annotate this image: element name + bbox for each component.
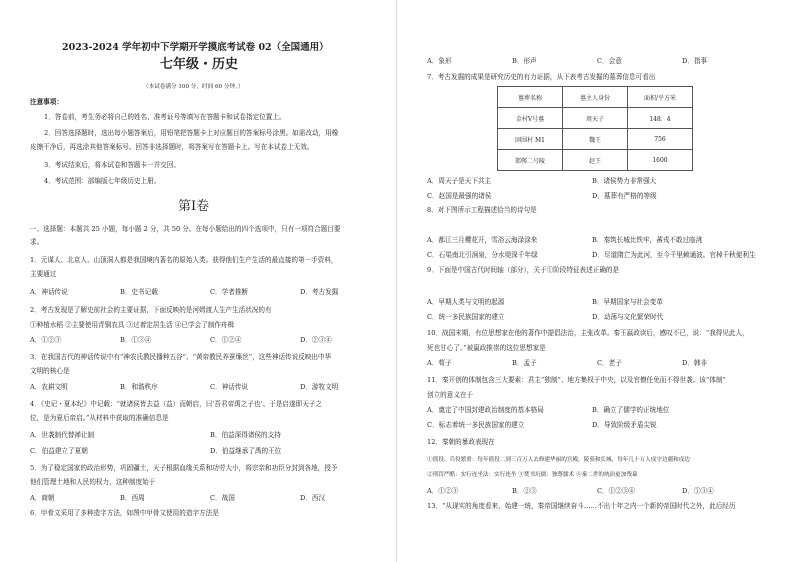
q5-option-a[interactable]: A．商朝	[30, 494, 55, 502]
q12-option-c[interactable]: C．①②③④	[597, 487, 636, 495]
table-cell: 1600	[628, 150, 693, 171]
q7-options-row-1	[427, 177, 757, 185]
q8-options-row-1	[427, 236, 757, 244]
q8-option-a[interactable]: A．都江三月櫻花开，雪浴云海渌渌来	[427, 236, 538, 244]
q3-option-a[interactable]: A．农耕文明	[30, 383, 68, 391]
table-cell: 邯郸二号陵	[498, 150, 563, 171]
q12-sub-2: ②刑罚严酷：实行连坐法：实行连坐 ③焚书坑儒：独尊儒术 ④秦二世的统治更加残暴	[427, 472, 638, 478]
q2-sub: ①种植水稻 ②主要使用青铜农具 ③过着定居生活 ④已学会了制作舟楫	[30, 321, 235, 329]
q2-option-b[interactable]: B．①③④	[120, 336, 152, 344]
grade-subject: 七年级・历史	[160, 57, 239, 72]
table-header-row	[498, 87, 693, 108]
q6-option-d[interactable]: D．指事	[682, 57, 708, 65]
q5-line-2: 他们管理土地和人民的权力，这种制度始于	[30, 478, 156, 486]
q10-option-c[interactable]: C．老子	[597, 359, 622, 367]
q8-option-b[interactable]: B．秦筑长城比铁牢，蕃戎不敢过临洮	[592, 236, 703, 244]
note-3: 3．考试结束后，将本试卷和答题卡一并交回。	[44, 161, 181, 169]
q1-option-b[interactable]: B．史书记载	[120, 288, 158, 296]
q1-options	[30, 288, 390, 296]
q9-option-b[interactable]: B．早期国家与社会变革	[592, 298, 663, 306]
right-page	[397, 0, 794, 562]
table-cell: 周天子	[563, 108, 628, 129]
q9-options-row-1	[427, 298, 757, 306]
note-4: 4．考试范围：部编版七年级历史上册。	[44, 177, 161, 185]
q11-options-row-1	[427, 406, 757, 414]
q8-line-1: 8．对下图所示工程描述恰当的诗句是	[427, 206, 537, 214]
q11-options-row-2	[427, 421, 757, 429]
q2-options	[30, 336, 390, 344]
q6-options	[427, 57, 767, 65]
q6-line-1: 6．甲骨文采用了多种造字方法，如图中甲骨文使用的造字方法是	[30, 509, 219, 517]
q10-option-a[interactable]: A．荀子	[427, 359, 452, 367]
q10-option-d[interactable]: D．韩非	[682, 359, 708, 367]
table-header-cell: 墓葬名称	[498, 87, 563, 108]
q5-option-c[interactable]: C．战国	[210, 494, 235, 502]
notes-heading: 注意事项：	[30, 98, 63, 106]
q9-options-row-2	[427, 313, 757, 321]
q7-line-1: 7．考古发掘的成果是研究历史的有力证据，从下表考古发掘的墓葬信息可看出	[427, 73, 656, 81]
q4-option-d[interactable]: D．伯益继承了禹的王位	[210, 447, 282, 455]
section-title: 第Ⅰ卷	[178, 199, 210, 214]
table-header-cell: 墓主人身份	[563, 87, 628, 108]
q2-option-a[interactable]: A．①②③	[30, 336, 62, 344]
q3-options	[30, 383, 390, 391]
table-cell: 756	[628, 129, 693, 150]
q1-line-1: 1．元谋人、北京人、山顶洞人都是我国境内著名的原始人类。获得他们生产生活的最直接的第一手资料，	[30, 256, 338, 264]
q5-option-b[interactable]: B．西周	[120, 494, 145, 502]
q1-option-a[interactable]: A．神话传说	[30, 288, 68, 296]
q7-option-c[interactable]: C．赵国是最强的诸侯	[427, 192, 492, 200]
q6-option-a[interactable]: A．象形	[427, 57, 452, 65]
q10-option-b[interactable]: B．孟子	[512, 359, 537, 367]
exam-info: （本试卷满分 100 分，时间 60 分钟。）	[143, 84, 244, 90]
q11-option-c[interactable]: C．标志着统一多民族国家的建立	[427, 421, 525, 429]
q3-line-1: 3．在我国古代的神话传说中有“神农氏教民播种五谷”、“黄帝教民养蚕缫丝”，这些神话传说反映出中华	[30, 353, 332, 361]
q7-options-row-2	[427, 192, 757, 200]
q4-option-b[interactable]: B．伯益深得诸侯的支持	[210, 431, 281, 439]
q2-option-d[interactable]: D．②③④	[300, 336, 332, 344]
table-row	[498, 129, 693, 150]
q6-option-c[interactable]: C．会意	[597, 57, 622, 65]
q6-option-b[interactable]: B．形声	[512, 57, 537, 65]
q9-option-a[interactable]: A．早期人类与文明的起源	[427, 298, 505, 306]
note-2: 2．回答选择题时，选出每小题答案后，用铅笔把答题卡上对应题目的答案标号涂黑。如需改动，用橡	[44, 129, 339, 137]
q10-line-2: 死也甘心了。”被嬴政推崇的这位思想家是	[427, 344, 546, 352]
q9-option-c[interactable]: C．统一多民族国家的建立	[427, 313, 505, 321]
q1-option-c[interactable]: C．学者推断	[210, 288, 249, 296]
q5-line-1: 5．为了稳定国家的政治形势，巩固疆土，天子根据血缘关系和功劳大小，将宗亲和功臣分封到各地，授予	[30, 464, 338, 472]
q11-option-b[interactable]: B．确立了儒学的正统地位	[592, 406, 670, 414]
table-cell: 金村Ⅴ号墓	[498, 108, 563, 129]
q4-option-c[interactable]: C．伯益建立了夏朝	[30, 447, 88, 455]
q12-sub-1: ①徭役、兵役繁重：每年徭役二到三百万人去修建华丽的宫殿，陵墓和长城，每年几十万人戍守边疆和戍边	[427, 457, 690, 463]
q2-line-1: 2．考古发现是了解史前社会的主要证据，下面反映的是河姆渡人生产生活状况的有	[30, 306, 272, 314]
q10-line-1: 10．战国末期，有位思想家在他的著作中提倡法治，主张改革。秦王嬴政读后，感叹不已，说：“我得见此人，	[427, 329, 749, 337]
q3-option-c[interactable]: C．神话传说	[210, 383, 249, 391]
q12-option-d[interactable]: D．①③④	[682, 487, 714, 495]
q11-option-d[interactable]: D．导致阶级矛盾尖锐	[592, 421, 657, 429]
table-header-cell: 面积/平方米	[628, 87, 693, 108]
table-cell: 魏王	[563, 129, 628, 150]
q3-line-2: 文明的核心是	[30, 367, 70, 375]
q2-option-c[interactable]: C．①②④	[210, 336, 242, 344]
q11-line-1: 11．秦开创的体制包含三大要素：君主“独制”、地方集权于中央，以及官僚任免而不得世袭。该“体制”	[427, 376, 726, 384]
q10-options	[427, 359, 767, 367]
q4-line-1: 4．《史记・夏本纪》中记载：“就诸侯皆去益（益）而朝启，曰‘吾君帝禹之子也’。于是启遂即天子之	[30, 400, 322, 408]
q11-line-2: 创立的意义在于	[427, 391, 474, 399]
q8-option-c[interactable]: C．石渠南北引涧泉，分水堤深千年绿	[427, 251, 538, 259]
note-1: 1．答卷前，考生务必将自己的姓名、准考证号等填写在答题卡和试卷指定位置上。	[44, 113, 286, 121]
q5-options	[30, 494, 390, 502]
q4-option-a[interactable]: A．世袭制代替禅让制	[30, 431, 95, 439]
table-cell: 148．4	[628, 108, 693, 129]
q9-option-d[interactable]: D．动荡与文化繁荣时代	[592, 313, 664, 321]
q12-line-1: 12．秦朝的暴政表现在	[427, 438, 495, 446]
instruction-line-2: 求。	[30, 238, 44, 246]
table-row	[498, 108, 693, 129]
note-2-cont: 皮擦干净后，再选涂其他答案标号。回答非选择题时，将答案写在答题卡上。写在本试卷上无效。	[30, 143, 314, 151]
q4-options-row-1	[30, 431, 390, 439]
q4-options-row-2	[30, 447, 390, 455]
q3-option-b[interactable]: B．和谐秩序	[120, 383, 158, 391]
q11-option-a[interactable]: A．奠定了中国封建政治制度的基本格局	[427, 406, 544, 414]
instruction-line-1: 一、选择题：本题共 25 小题，每小题 2 分，共 50 分。在每小题给出的四个选项中，只有一项符合题目要	[30, 225, 341, 233]
q8-option-d[interactable]: D．尽道隋亡为此河，至今千里赖通波。官棹千秋便利生	[592, 251, 756, 259]
q7-option-a[interactable]: A．周天子是天下共主	[427, 177, 492, 185]
table-cell: 固围村 M1	[498, 129, 563, 150]
table-row	[498, 150, 693, 171]
exam-title: 2023-2024 学年初中下学期开学摸底考试卷 02（全国通用）	[62, 42, 329, 53]
q8-options-row-2	[427, 251, 757, 259]
q9-line-1: 9．下面是中国古代时间轴（部分），关于①阶段特征表述正确的是	[427, 266, 620, 274]
q7-option-d[interactable]: D．墓葬有严格的等级	[592, 192, 657, 200]
q5-option-d[interactable]: D．西汉	[300, 494, 326, 502]
q12-option-a[interactable]: A．①②③	[427, 487, 459, 495]
q4-line-2: 位，是为夏后帝启。”从材料中获取的准确信息是	[30, 414, 169, 422]
q1-option-d[interactable]: D．考古发掘	[300, 288, 339, 296]
tomb-table	[497, 86, 693, 171]
q3-option-d[interactable]: D．游牧文明	[300, 383, 339, 391]
q1-line-2: 主要通过	[30, 270, 57, 278]
q7-option-b[interactable]: B．诸侯势力非常强大	[592, 177, 657, 185]
q12-option-b[interactable]: B．②③	[512, 487, 537, 495]
q13-line-1: 13．“从现实的角度看来，始建一统，秦帝国继续奋斗……不出十年之内一个新的帝国时代之外，此后经历	[427, 502, 736, 510]
q12-options	[427, 487, 767, 495]
table-cell: 赵王	[563, 150, 628, 171]
